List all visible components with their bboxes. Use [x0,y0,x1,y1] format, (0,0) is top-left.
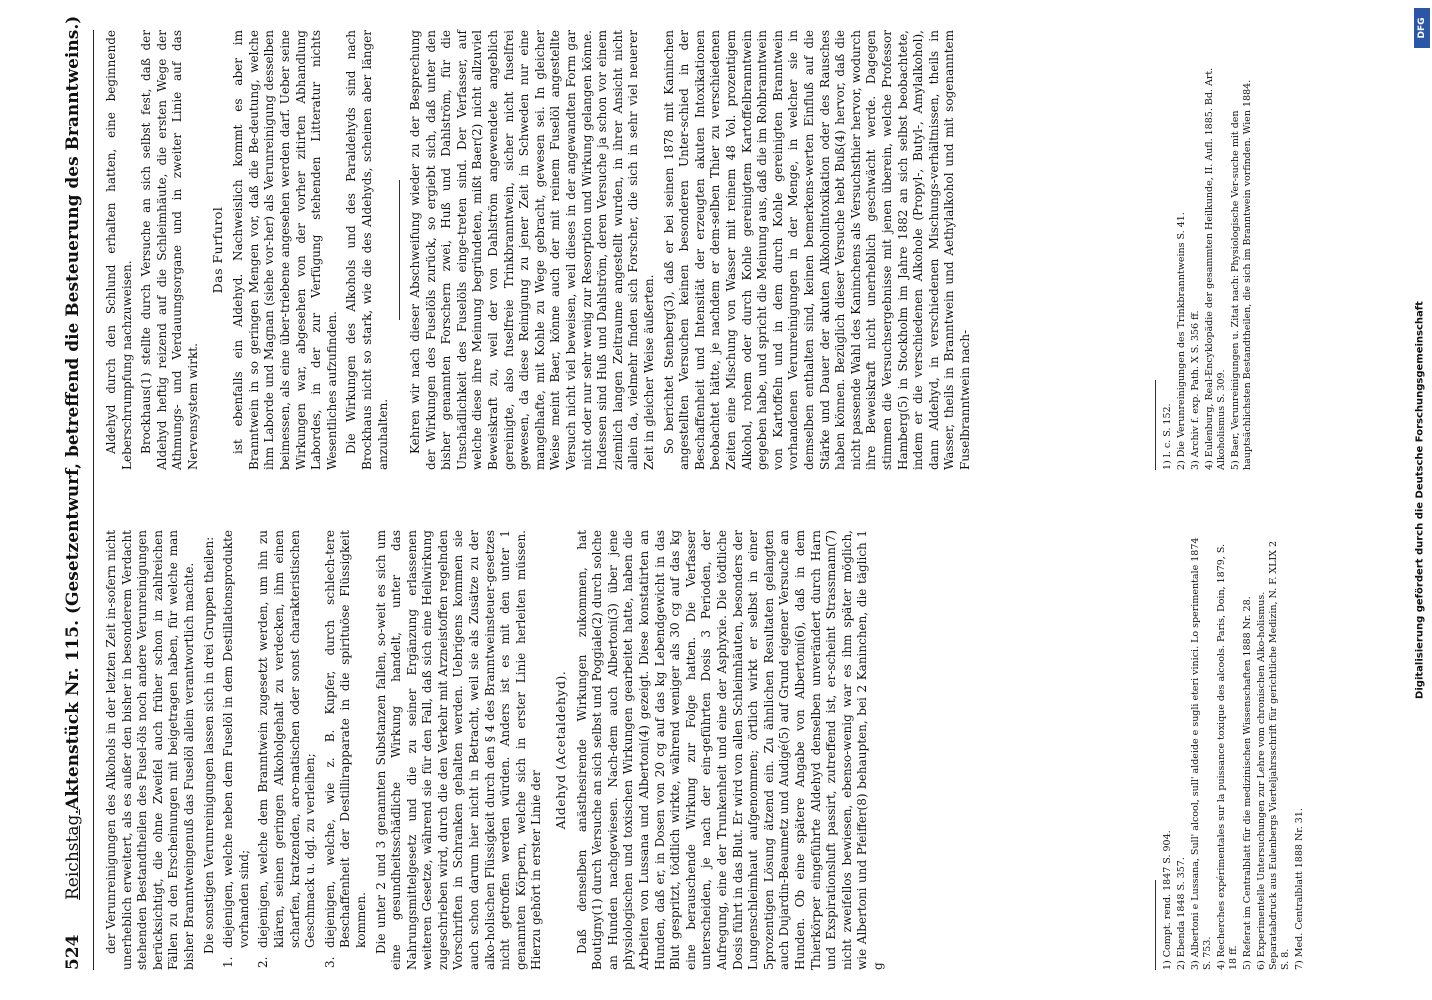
section-heading: Das Furfurol [209,206,225,294]
footnotes-left [1155,530,1308,970]
paragraph: der Verunreinigungen des Alkohols in der letzten Zeit in-sofern nicht unerheblich erweitert, als es außer den bisher in besonderem Verdacht stehenden Bestandtheilen des Fusel-öls noch andere Verunreinigungen berücksichtigt, die ohne Zweifel auch früher schon in zahlreichen Fällen zu den Erscheinungen mit beigetragen haben, für welche man bisher Branntweingenuß das Fuselöl allein verantwortlich machte. [104,530,196,970]
footnote-divider [1155,380,1156,470]
paragraph: Die unter 2 und 3 genannten Substanzen fallen, so-weit es sich um eine gesundheitsschädliche Wirkung handelt, unter das Nahrungsmittelgesetz und die zu seiner Ergänzung erlassenen weiteren Gesetze, während sie für den Fall, daß sich eine Heilwirkung zugeschrieben wird, durch die den Verkehr mit Arzneistoffen regelnden Vorschriften in Schranken gehalten werden. Uebrigens kommen sie auch schon darum hier nicht in Betracht, weil sie als Zusätze zu der alko-holischen Flüssigkeit durch den § 4 des Branntweinsteuer-gesetzes nicht getroffen werden würden. Anders ist es mit den unter 1 genannten Körpern, welche sich in erster Linie herleiten müssen. Hierzu gehört in erster Linie der [373,530,544,970]
footnotes-right [1155,30,1256,470]
paragraph: So berichtet Stenberg(3), daß er bei seinen 1878 mit Kaninchen angestellten Versuchen keinen besonderen Unter-schied in der Beschaffenheit und Intensität der erzeugten akuten Intoxikationen beobachtet hätte, je nachdem er dem-selben Thier zu verschiedenen Zeiten eine Mischung von Wasser mit reinem 48 Vol. prozentigem Alkohol, rohem oder durch Kohle gereinigtem Kartoffelbranntwein gegeben habe, und spricht die Meinung aus, daß die im Rohbranntwein von Kartoffeln und in dem durch Kohle gereinigten Branntwein vorhandenen Verunreinigungen in der Menge, in welcher sie in demselben enthalten sind, keinen bemerkens-werten Einfluß auf die Stärke und Dauer der akuten Alkoholintoxikation oder des Rausches haben können. Bezüglich dieser Versuche hebt Buß(4) hervor, daß die nicht passende Wahl des Kaninchens als Versuchsthier hervor, wodurch ihre Beweiskraft nicht unerheblich geschwächt werde. Dagegen stimmen die Versuchsergebnisse mit jenen überein, welche Professor Hamberg(5) in Stockholm im Jahre 1882 an sich selbst beobachtete, indem er die verschiedenen Alkohole (Propyl-, Butyl-, Amylalkohol), dann Aldehyd, in verschiedenen Mischungs-verhältnissen, theils in Wasser, theils in Branntwein und Aethylalkohol und mit sogenanntem Fuselbranntwein nach- [661,30,972,470]
paragraph: Kehren wir nach dieser Abschweifung wieder zu der Besprechung der Wirkungen des Fuselöls zurück, so ergiebt sich, daß unter den bisher genannten Forschern zwei, Huß und Dahlström, für die Unschädlichkeit des Fuselöls einge-treten sind. Der Verfasser, auf welche diese ihre Meinung begründeten, mißt Baer(2) nicht allzuviel Beweiskraft zu, weil der von Dahlström angewendete angeblich gereinigte, also fuselfreie Trinkbranntwein, sicher nicht fuselfrei gewesen, da diese Reinigung zu jener Zeit in Schweden nur eine mangelhafte, mit Kohle zu Wege gebracht, gewesen sei. In gleicher Weise meint Baer, könne auch der mit reinem Fuselöl angestellte Versuch nicht viel beweisen, weil dieses in der angewandten Form gar nicht oder nur sehr wenig zur Resorption und Wirkung gelangen könne. Indessen sind Huß und Dahlström, deren Versuche ja schon vor einem ziemlich langen Zeitraume angestellt wurden, in ihrer Ansicht nicht allein da, vielmehr finden sich Forscher, die sich in sehr viel neuerer Zeit in gleicher Weise äußerten. [408,30,656,470]
list-item-text: diejenigen, welche neben dem Fuselöl in dem Destillationsprodukte vorhanden sind; [221,530,251,948]
list-item-text: diejenigen, welche, wie z. B. Kupfer, durch schlech-tere Beschaffenheit der Destillirapparate in die spirituöse Flüssigkeit kommen. [322,530,368,948]
header-source: Reichstag. [63,809,83,900]
footnote: 1) Compt. rend. 1847 S. 904. [1162,830,1173,970]
section-divider [399,180,400,320]
footnote: 4) Recherches expérimentales sur la puissance toxique des alcools. Paris, Doin, 1879, S. 18 ff. [1216,543,1239,970]
footnote: 4) Eulenburg, Real-Encyklopädie der gesammten Heilkunde, II. Aufl. 1885. Bd. Art. Alkoholismus S. 309. [1204,67,1227,470]
footnote: 2) Die Verunreinigungen des Trinkbranntweins S. 41. [1176,212,1187,470]
left-column [104,530,891,970]
page-number: 524 [63,934,83,970]
footnote: 6) Experimentelle Untersuchungen zur Lehre vom chronischen Alko-holismus. Separatabdruck aus Eulenbergs Vierteljahrsschrift für gerichtliche Medizin, N. F. XLIX 2 S. 8. [1256,540,1291,970]
section-heading: Aldehyd (Acetaldehyd). [553,670,569,830]
right-column [104,30,977,470]
footnote: 2) Ebenda 1848 S. 357. [1176,857,1187,970]
list-item: 3. diejenigen, welche, wie z. B. Kupfer, durch schlech-tere Beschaffenheit der Destillirapparate in die spirituöse Flüssigkeit kommen. [322,530,368,968]
footnote: 7) Med. Centralblatt 1888 Nr. 31. [1294,808,1305,970]
paragraph: Daß denselben anästhesirende Wirkungen zukommen, hat Boutigny(1) durch Versuche an sich selbst und Poggiale(2) durch solche an Hunden nachgewiesen. Nach-dem auch Albertoni(3) über jene physiologischen und toxischen Wirkungen gearbeitet hatte, haben die Arbeiten von Lussana und Albertoni(4) gezeigt. Diese konstatirten an Hunden, daß er, in Dosen von 20 cg auf das kg Lebendgewicht in das Blut gespritzt, tödtlich wirkte, während weniger als 30 cg auf das kg eine berauschende Wirkung zur Folge hatten. Die Verfasser unterscheiden, je nach der ein-geführten Dosis 3 Perioden, der Aufregung, eine der Trunkenheit und eine der Asphyxie. Die tödtliche Dosis führt in das Blut. Er wird von allen Schleimhäuten, besonders der Lungenschleimhaut aufgenommen; örtlich wirkt er selbst in einer 5prozentigen Lösung ätzend ein. Zu ähnlichen Resultaten gelangten auch Dujardin-Beaumetz und Audigé(5) auf Grund eigener Versuche an Hunden. Ob eine spätere Angabe von Albertoni(6), daß in dem Thierkörper eingeführte Aldehyd denselben unverändert durch Harn und Exspirationsluft passirt, zutreffend ist, er-scheint Strassmann(7) nicht zweifellos bewiesen, ebenso-wenig war es ihm später möglich, wie Albertoni und Pfeiffer(8) behaupten, bei 2 Kaninchen, die täglich 1 g [574,530,885,970]
paragraph: Die sonstigen Verunreinigungen lassen sich in drei Gruppen theilen: [201,536,216,954]
paragraph: Brockhaus(1) stellte durch Versuche an sich selbst fest, daß der Aldehyd heftig reizend auf die Schleimhäute, die ersten Wege der Athmungs- und Verdauungsorgane und in zweiter Linie auf das Nervensystem wirkt. [139,30,200,470]
footnote: 5) Baer, Verunreinigungen u. Zitat nach: Physiologische Ver-suche mit den hauptsächlichsten Bestandtheilen, die sich im Branntwein vorfinden. Wien 1884. [1230,79,1253,470]
list-item: 2. diejenigen, welche dem Branntwein zugesetzt werden, um ihn zu klären, seinen geringen Alkoholgehalt zu verdecken, ihm einen scharfen, kratzenden, aro-matischen oder sonst charakteristischen Geschmack u. dgl. zu verleihen; [256,530,318,968]
digitization-note-text: Digitalisierung gefördert durch die Deutsche Forschungsgemeinschaft [1414,301,1426,699]
dfg-logo-text: DFG [1417,17,1427,39]
footnote: 3) Albertoni e Lussana, Sull' alcool, sull' aldeide e sugli eteri vinici. Lo sperimentale 1874 S. 753. [1190,537,1213,970]
header-title: Aktenstück Nr. 115. (Gesetzentwurf, betreffend die Besteuerung des Branntweins.) [63,15,83,810]
paragraph: Die Wirkungen des Alkohols und des Paraldehyds sind nach Brockhaus nicht so stark, wie die des Aldehyds, scheinen aber länger anzuhalten. [344,30,390,470]
footnote: 5) Referat im Centralblatt für die medizinischen Wissenschaften 1888 Nr. 28. [1242,596,1253,970]
list-item-text: diejenigen, welche dem Branntwein zugesetzt werden, um ihn zu klären, seinen geringen Alkoholgehalt zu verdecken, ihm einen scharfen, kratzenden, aro-matischen oder sonst charakteristischen Geschmack u. dgl. zu verleihen; [256,530,318,948]
paragraph: ist ebenfalls ein Aldehyd. Nachweislich kommt es aber im Branntwein in so geringen Mengen vor, daß die Be-deutung, welche ihm Laborde und Magnan (siehe vor-her) als Verunreinigung desselben beimessen, als eine über-triebene angesehen werden darf. Ueber seine Wirkungen war, abgesehen von der vorher zitirten Abhandlung Labordes, in der zur Verfügung stehenden Litteratur nichts Wesentliches aufzufinden. [231,30,339,470]
digitization-note [1410,20,1430,980]
footnote: 1) l. c. S. 152. [1162,403,1173,470]
paragraph: Aldehyd durch den Schlund erhalten hatten, eine beginnende Leberschrumpfung nachzuweisen. [104,30,134,470]
page-header [55,15,94,970]
footnote-divider [1155,880,1156,970]
list-item: 1. diejenigen, welche neben dem Fuselöl in dem Destillationsprodukte vorhanden sind; [221,530,251,968]
numbered-list [221,530,369,970]
footnote: 3) Archiv f. exp. Path. X S. 356 ff. [1190,310,1201,470]
